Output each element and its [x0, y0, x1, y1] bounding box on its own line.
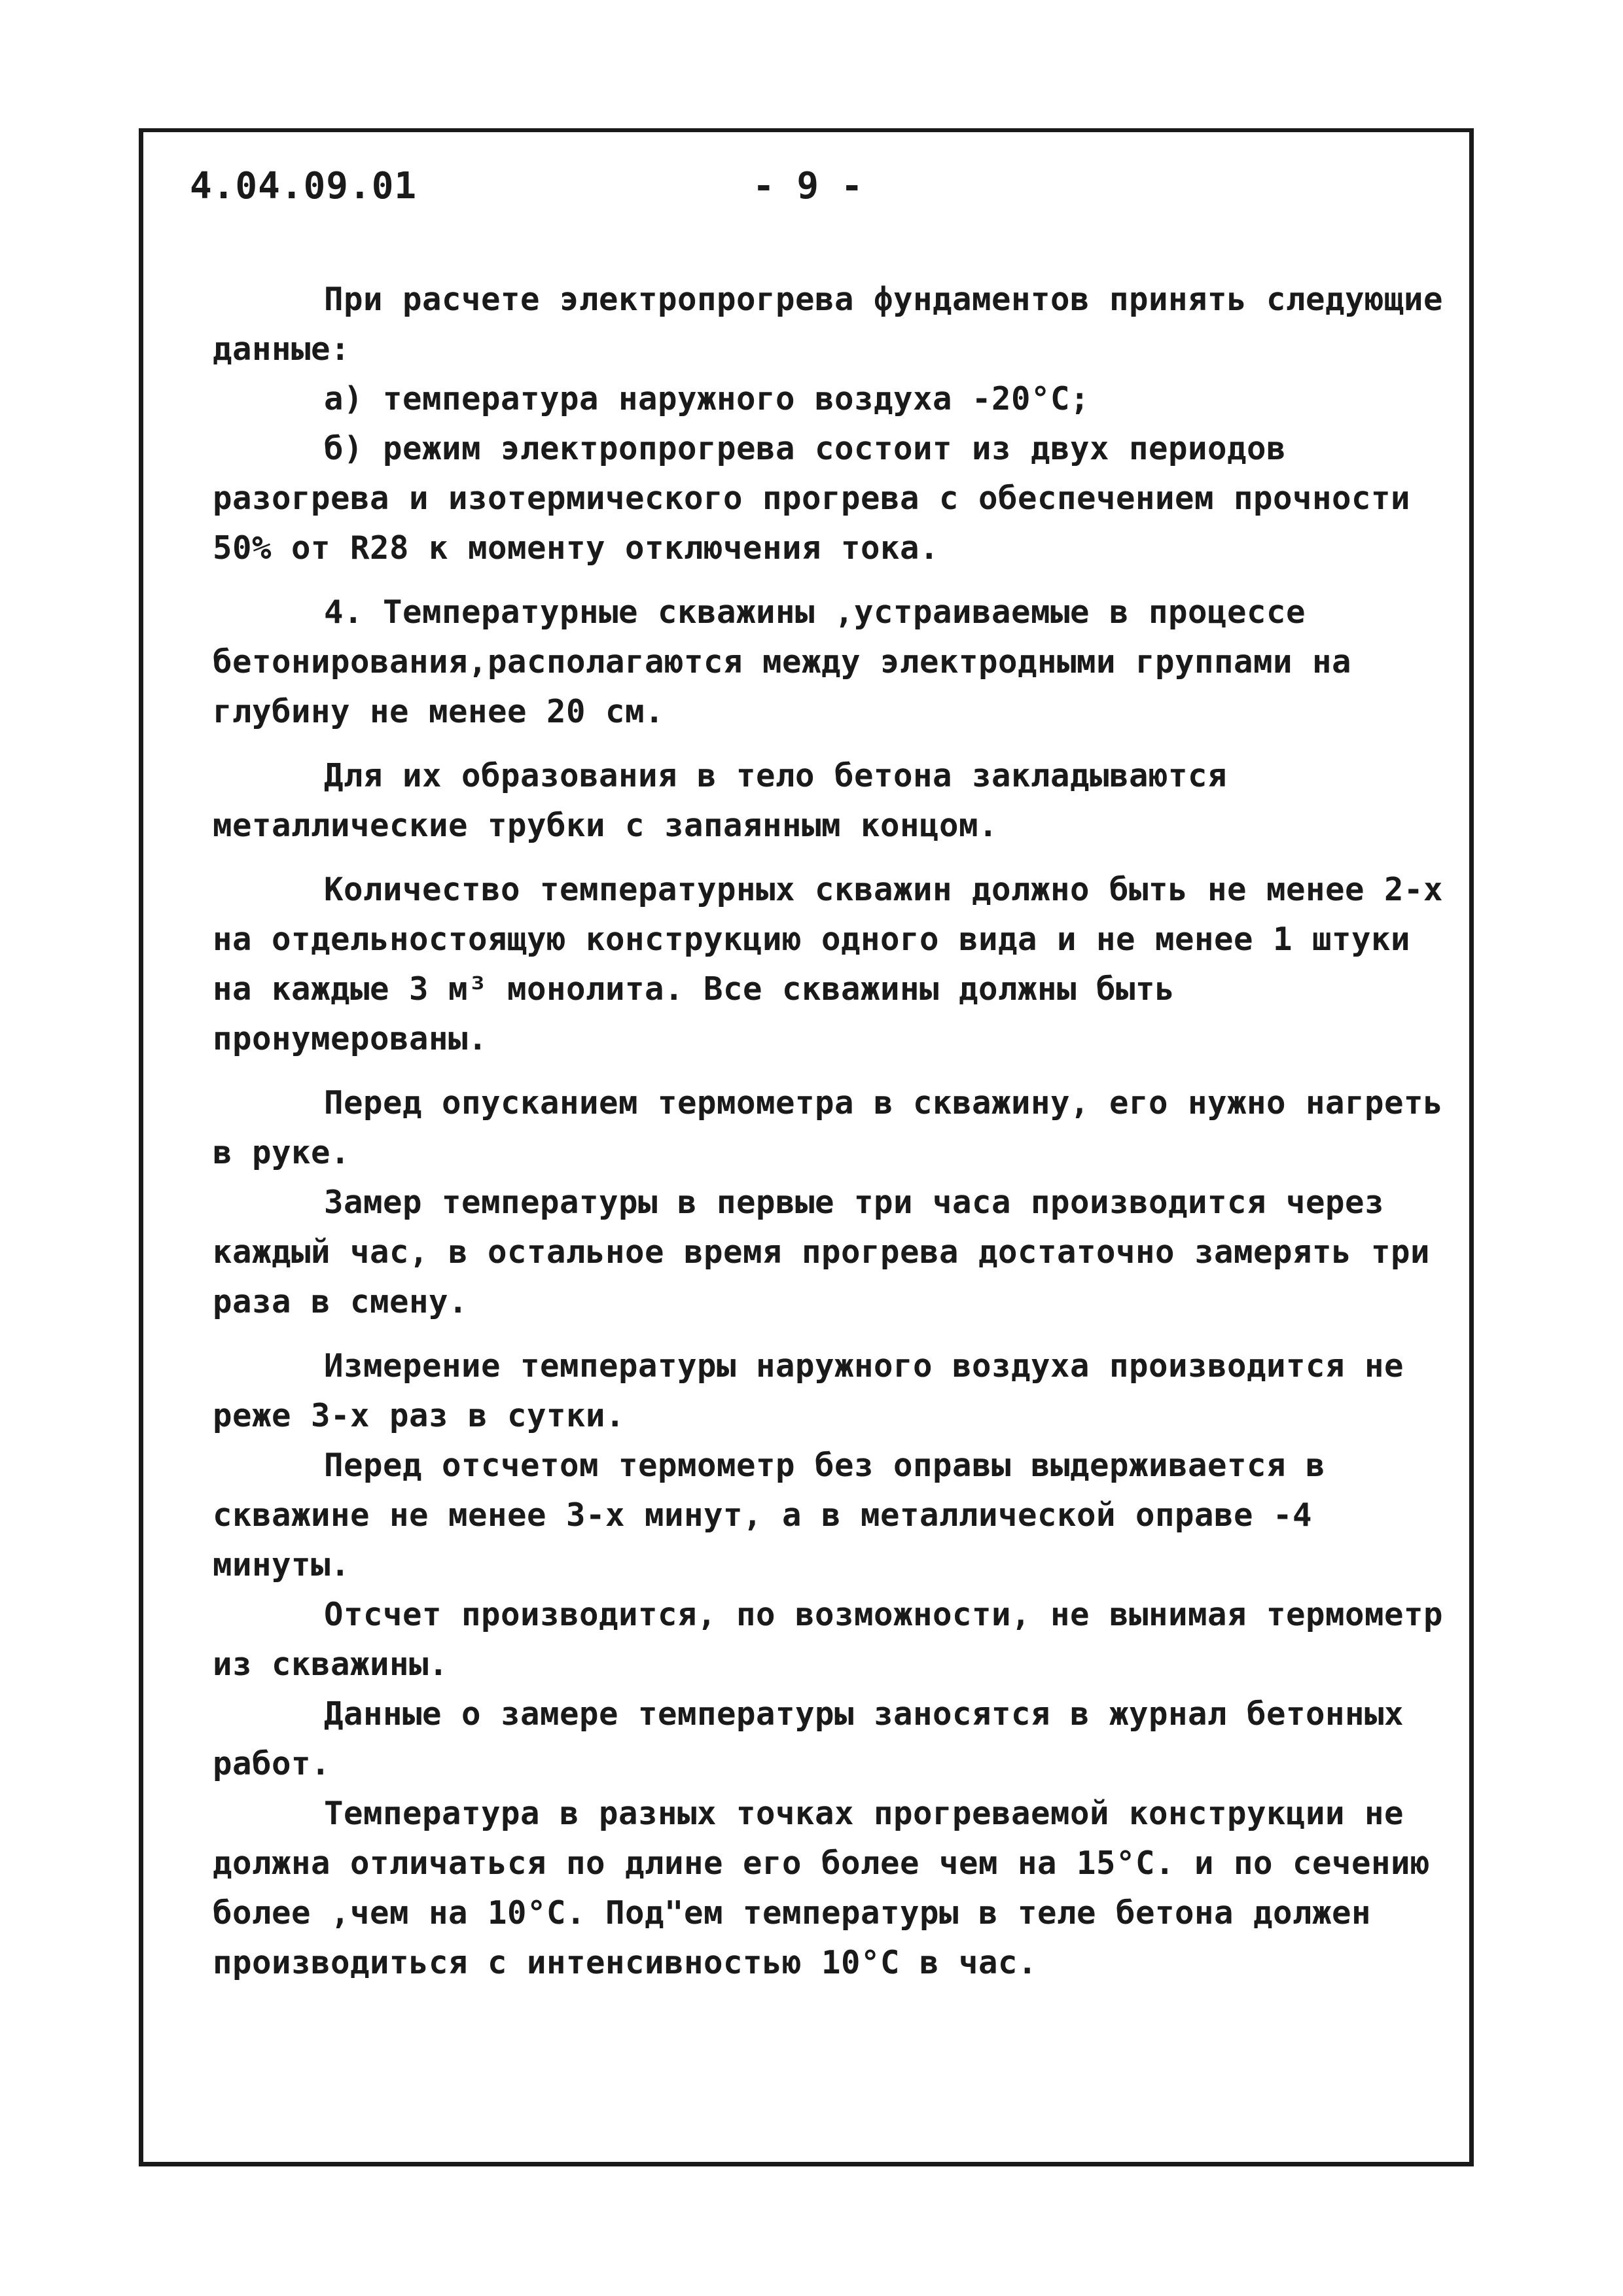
paragraph-journal: Данные о замере температуры заносятся в журнал бетонных работ.	[213, 1695, 1404, 1782]
document-code: 4.04.09.01	[190, 165, 418, 207]
paragraph-thermometer-warm: Перед опусканием термометра в скважину, его нужно нагреть в руке.	[213, 1084, 1444, 1171]
paragraph-item-a: а) температура наружного воздуха -20°С;	[324, 380, 1090, 417]
paragraph-measurement-frequency: Замер температуры в первые три часа производится через каждый час, в остальное время прогрева достаточно замерять три раза в смену.	[213, 1184, 1431, 1320]
paragraph-temperature-limits: Температура в разных точках прогреваемой конструкции не должна отличаться по длине его более чем на 15°С. и по сечению более ,чем на 10°С. Под"ем температуры в теле бетона должен производиться с интенсивностью 10°С в час.	[213, 1795, 1431, 1981]
paragraph-reading-method: Отсчет производится, по возможности, не вынимая термометр из скважины.	[213, 1596, 1444, 1683]
document-body	[213, 275, 1456, 1988]
paragraph-wells-count: Количество температурных скважин должно быть не менее 2-х на отдельностоящую конструкцию одного вида и не менее 1 штуки на каждые 3 м³ монолита. Все скважины должны быть пронумерованы.	[213, 871, 1444, 1057]
paragraph-tubes: Для их образования в тело бетона закладываются металлические трубки с запаянным концом.	[213, 757, 1228, 844]
page-number: - 9 -	[753, 165, 863, 207]
paragraph-reading-wait: Перед отсчетом термометр без оправы выдерживается в скважине не менее 3-х минут, а в металлической оправе -4 минуты.	[213, 1447, 1326, 1583]
paragraph-outdoor-measurement: Измерение температуры наружного воздуха производится не реже 3-х раз в сутки.	[213, 1347, 1404, 1434]
paragraph-calculation-intro: При расчете электропрогрева фундаментов принять следующие данные:	[213, 281, 1444, 368]
paragraph-section-4: 4. Температурные скважины ,устраиваемые в процессе бетонирования,располагаются между электродными группами на глубину не менее 20 см.	[213, 593, 1352, 730]
paragraph-item-b: б) режим электропрогрева состоит из двух периодов разогрева и изотермического прогрева с обеспечением прочности 50% от R28 к моменту отключения тока.	[213, 430, 1411, 567]
